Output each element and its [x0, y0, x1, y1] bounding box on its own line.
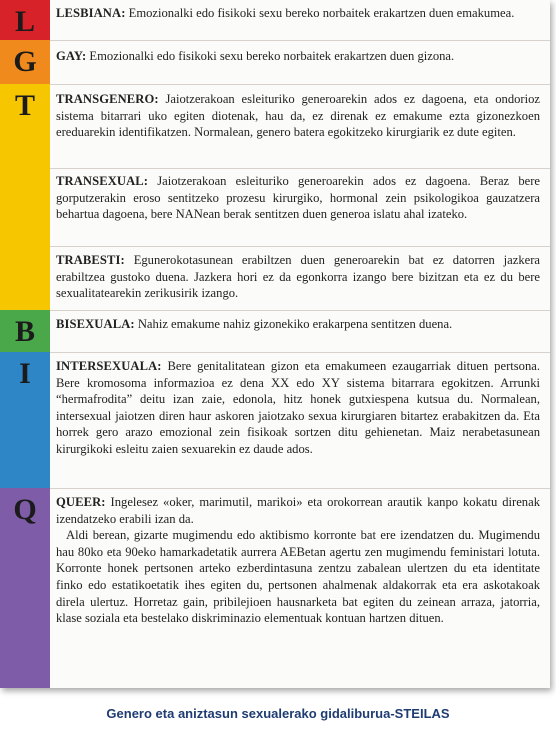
entry-transgenero: [56, 91, 540, 141]
band-g: [0, 40, 50, 84]
letter-g: G: [13, 45, 37, 78]
term-transgenero: TRANSGENERO:: [56, 92, 159, 106]
definition-queer: Ingelesez «oker, marimutil, marikoi» eta orokorrean arautik kanpo kokatu direnak izendatzeko erabili izan da.: [56, 495, 540, 526]
entry-transexual: [56, 173, 540, 223]
entry-bisexuala: [56, 316, 540, 333]
letter-b: B: [14, 315, 35, 348]
term-trabesti: TRABESTI:: [56, 253, 125, 267]
term-transexual: TRANSEXUAL:: [56, 174, 149, 188]
entry-gay: [56, 48, 540, 65]
letter-i: I: [19, 357, 31, 390]
term-queer: QUEER:: [56, 495, 106, 509]
entry-lesbiana: [56, 5, 540, 22]
definition-gay: Emozionalki edo fisikoki sexu bereko norbaitek erakartzen duen gizona.: [86, 49, 455, 63]
term-lesbiana: LESBIANA:: [56, 6, 126, 20]
divider: [50, 168, 550, 169]
definition-transgenero: Jaiotzerakoan esleituriko generoarekin ados ez dagoena, eta ondorioz sistema bitarrari uko egiten diotenak, hau da, ez direnak ez emakume ezta gizonezkoen ereduarekin identifikatzen. Normalean, genero batera egokitzeko kirurgiarik ez dute egiten.: [56, 92, 540, 140]
definition-queer-paragraph-2: Aldi berean, gizarte mugimendu edo aktibismo korronte bat ere izendatzen du. Mugimendu hau 80ko eta 90eko hamarkadetatik aurrera AEBetan agertu zen mugimendu feministari lotuta. Korronte honek pertsonen arteko ezberdintasuna zentzu zabalean ulertzen du eta identitate finko edo estatikoetatik ihes egiten du, pertsonen ahalmenak aldakorrak eta era askotakoak direla ulertuz. Horretaz gain, pribilejioen hausnarketa bat egiten du zeinean arraza, jatorria, klase soziala eta bestelako diskriminazio elementuak kontuan hartzen dituen.: [56, 528, 540, 626]
letter-q: Q: [13, 493, 37, 526]
term-gay: GAY:: [56, 49, 87, 63]
divider: [50, 352, 550, 353]
divider: [50, 40, 550, 41]
term-intersexuala: INTERSEXUALA:: [56, 359, 162, 373]
band-t: [0, 84, 50, 310]
divider: [50, 84, 550, 85]
divider: [50, 488, 550, 489]
definition-transexual: Jaiotzerakoan esleituriko generoarekin ados ez dagoena. Beraz bere gorputzerakin eroso sentitzeko prozesu kirurgiko, hormonal zein psikologikoa gauzatzera behartua dagoena, bere NANean berak sentitzen duen generoa islatu ahal izateko.: [56, 174, 540, 222]
band-l: [0, 0, 50, 40]
letter-t: T: [14, 89, 35, 122]
definition-bisexuala: Nahiz emakume nahiz gizonekiko erakarpena sentitzen duena.: [134, 317, 453, 331]
definition-lesbiana: Emozionalki edo fisikoki sexu bereko norbaitek erakartzen duen emakumea.: [125, 6, 515, 20]
band-i: [0, 352, 50, 488]
entry-trabesti: [56, 252, 540, 302]
band-q: [0, 488, 50, 688]
source-caption: Genero eta aniztasun sexualerako gidaliburua-STEILAS: [106, 706, 450, 721]
divider: [50, 246, 550, 247]
definition-intersexuala: Bere genitalitatean gizon eta emakumeen ezaugarriak dituen pertsona. Bere kromosoma informazioa ez dena XX edo XY sistema bitarrara egokitzen. Arrunki “hermafrodita” deitu izan zaie, edonola, hitz honek gutxiespena kutsua du. Normalean, intersexual jaiotzen diren haur askoren jaiotzako sexua kirurgiaren bitartez erabakitzen da. Eta horrek gero arazo emozional zein fisikoak sortzen ditu gehienetan. Maiz nerabetasunean kirurgikoki esleitu zaien sexuarekin ez daude ados.: [56, 359, 540, 456]
entry-queer: [56, 494, 540, 627]
entry-intersexuala: [56, 358, 540, 458]
term-bisexuala: BISEXUALA:: [56, 317, 135, 331]
band-b: [0, 310, 50, 352]
divider: [50, 310, 550, 311]
definition-trabesti: Egunerokotasunean erabiltzen duen generoarekin bat ez datorren jazkera erabiltzea gustoko duena. Jazkera hori ez da egonkorra izango bere bizitzan eta ez du bere sexualitatearekin zerikusirik izango.: [56, 253, 540, 301]
letter-l: L: [14, 5, 35, 38]
